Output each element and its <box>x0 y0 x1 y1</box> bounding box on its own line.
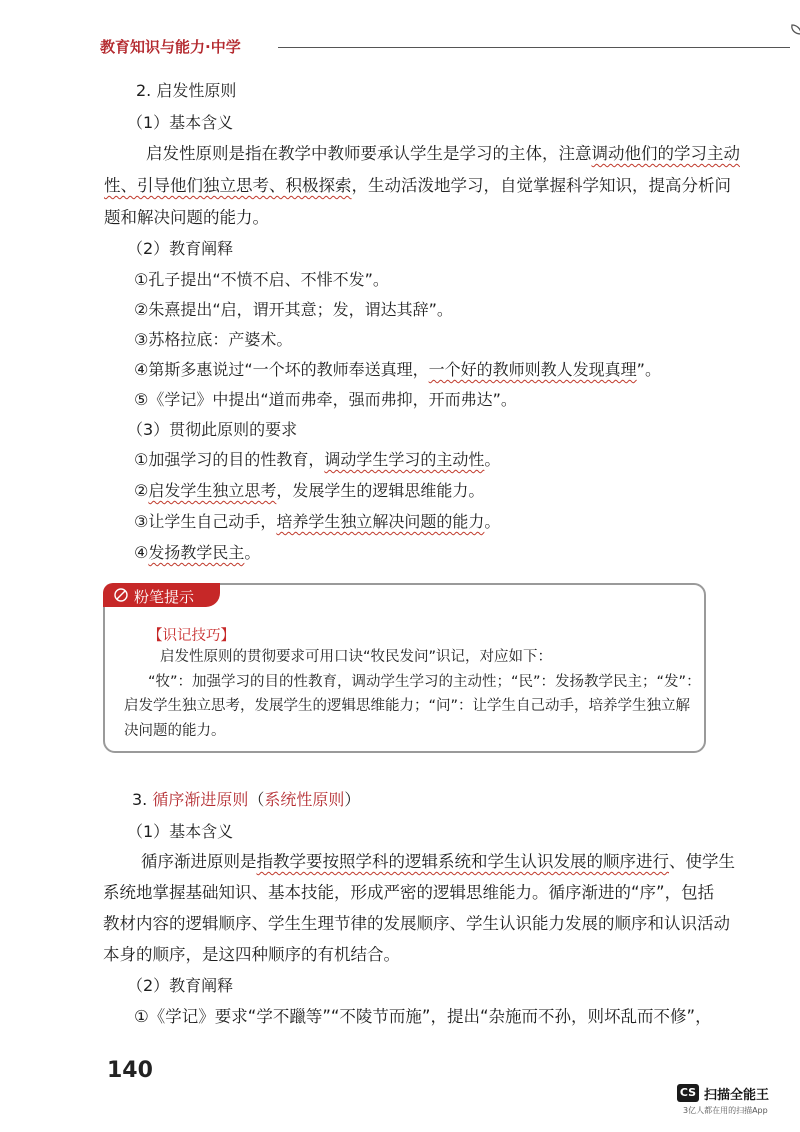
text-span: 。 <box>484 450 501 469</box>
text-span: 启发性原则是指在教学中教师要承认学生是学习的主体，注意 <box>146 144 592 163</box>
list-item: ③苏格拉底：产婆术。 <box>134 330 293 349</box>
text-span: ④第斯多惠说过“一个坏的教师奉送真理， <box>134 360 429 379</box>
emphasis-span: 一个好的教师则教人发现真理 <box>428 360 637 379</box>
paragraph-line <box>141 852 735 872</box>
list-item: ①孔子提出“不愤不启、不悱不发”。 <box>134 270 389 289</box>
scanner-name: 扫描全能王 <box>704 1088 770 1103</box>
text-span: ，发展学生的逻辑思维能力。 <box>276 481 485 500</box>
paragraph-line: 教材内容的逻辑顺序、学生生理节律的发展顺序、学生认识能力发展的顺序和认识活动 <box>103 914 730 933</box>
paragraph-line: 题和解决问题的能力。 <box>104 208 269 227</box>
text-span: 。 <box>244 543 261 562</box>
heading-paren: （ <box>248 790 265 809</box>
list-item: ①《学记》要求“学不躐等”“不陵节而施”，提出“杂施而不孙，则坏乱而不修”， <box>134 1007 712 1026</box>
emphasis-span: 启发学生独立思考 <box>148 481 277 500</box>
heading-alt-title: 系统性原则 <box>264 790 345 809</box>
subheading: （2）教育阐释 <box>127 976 234 995</box>
subheading: （1）基本含义 <box>127 822 234 841</box>
tip-line: “牧”：加强学习的目的性教育，调动学生学习的主动性；“民”：发扬教学民主；“发”： <box>148 674 701 690</box>
heading-paren: ） <box>344 790 361 809</box>
text-span: 。 <box>484 512 501 531</box>
text-span: 循序渐进原则是 <box>141 852 257 871</box>
subheading: （1）基本含义 <box>127 113 234 132</box>
tip-subtitle: 【识记技巧】 <box>148 628 235 644</box>
section-heading: 2. 启发性原则 <box>136 81 237 100</box>
tip-tab-label: 粉笔提示 <box>134 588 195 606</box>
text-span: ③让学生自己动手， <box>134 512 277 531</box>
list-item <box>134 512 500 532</box>
scanner-logo: CS <box>677 1084 699 1102</box>
emphasis-span: 培养学生独立解决问题的能力 <box>276 512 485 531</box>
emphasis-span: 发扬教学民主 <box>148 543 245 562</box>
text-span: ④ <box>134 543 149 562</box>
chalk-icon <box>113 586 129 602</box>
emphasis-span: 调动他们的学习主动 <box>591 144 740 163</box>
emphasis-span: 指教学要按照学科的逻辑系统和学生认识发展的顺序进行 <box>256 852 669 871</box>
text-span: 、使学生 <box>669 852 735 871</box>
list-item <box>134 360 661 380</box>
header-rule <box>278 47 790 48</box>
tip-line: 启发性原则的贯彻要求可用口诀“牧民发问”识记，对应如下： <box>160 649 553 665</box>
subheading: （2）教育阐释 <box>127 239 234 258</box>
tip-line: 启发学生独立思考，发展学生的逻辑思维能力；“问”：让学生自己动手，培养学生独立解 <box>124 698 691 714</box>
scanner-tagline: 3亿人都在用的扫描App <box>683 1106 768 1115</box>
emphasis-span: 性、引导他们独立思考、积极探索 <box>104 176 352 195</box>
paragraph-line <box>146 144 740 164</box>
paragraph-line <box>104 176 731 196</box>
list-item <box>134 450 500 470</box>
subheading: （3）贯彻此原则的要求 <box>127 420 298 439</box>
text-span: ，生动活泼地学习，自觉掌握科学知识，提高分析问 <box>351 176 731 195</box>
text-span: ② <box>134 481 149 500</box>
running-header <box>100 34 740 58</box>
text-span: ①加强学习的目的性教育， <box>134 450 325 469</box>
heading-number: 3. <box>132 790 153 809</box>
header-title: 教育知识与能力·中学 <box>100 38 241 56</box>
emphasis-span: 调动学生学习的主动性 <box>324 450 485 469</box>
list-item <box>134 481 484 501</box>
tip-tab <box>103 583 220 607</box>
list-item: ②朱熹提出“启，谓开其意；发，谓达其辞”。 <box>134 300 453 319</box>
page-number: 140 <box>107 1058 153 1083</box>
list-item: ⑤《学记》中提出“道而弗牵，强而弗抑，开而弗达”。 <box>134 390 517 409</box>
tip-line: 决问题的能力。 <box>124 723 226 739</box>
list-item <box>134 543 260 563</box>
sprout-icon <box>786 20 800 50</box>
text-span: ”。 <box>636 360 661 379</box>
section-heading <box>132 790 360 810</box>
heading-title: 循序渐进原则 <box>152 790 249 809</box>
paragraph-line: 本身的顺序，是这四种顺序的有机结合。 <box>103 945 400 964</box>
paragraph-line: 系统地掌握基础知识、基本技能，形成严密的逻辑思维能力。循序渐进的“序”，包括 <box>103 883 715 902</box>
